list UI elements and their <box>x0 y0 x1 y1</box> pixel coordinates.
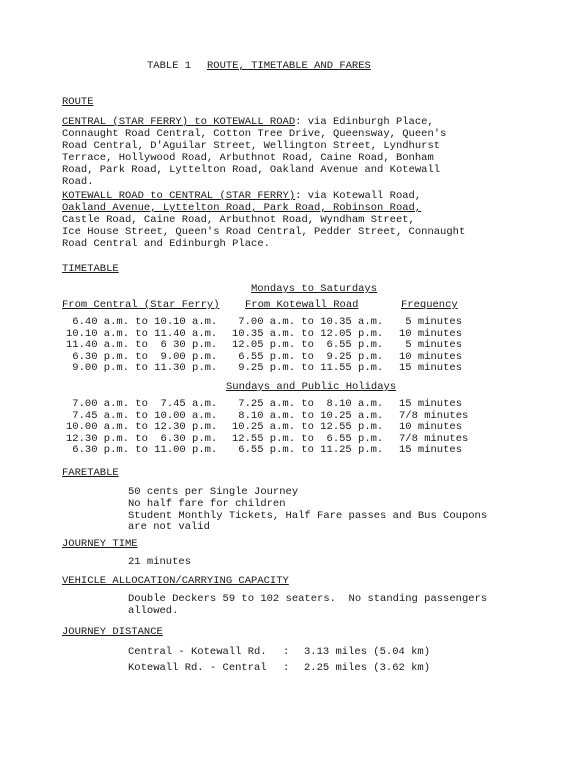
distance-value-2: 2.25 miles (3.62 km) <box>304 662 431 674</box>
distance-value-1: 3.13 miles (5.04 km) <box>304 646 431 658</box>
holiday-label: Sundays and Public Holidays <box>226 381 397 393</box>
weekday-label: Mondays to Saturdays <box>251 283 378 295</box>
document-title: ROUTE, TIMETABLE AND FARES <box>207 60 371 72</box>
distance-route-2: Kotewall Rd. - Central <box>128 662 267 674</box>
header-from-central: From Central (Star Ferry) <box>62 299 220 311</box>
route-outbound: CENTRAL (STAR FERRY) to KOTEWALL ROAD: via Edinburgh Place, Connaught Road Central, Cotton Tree Drive, Queensway, Queen's Road Central, D'Aguilar Street, Wellington Street, Lyndhurst Terrace, Hollywood Road, Arbuthnot Road, Caine Road, Bonham Road, Park Road, Lyttelton Road, Oakland Avenue and Kotewall Road. <box>62 116 447 188</box>
header-from-kotewall: From Kotewall Road <box>245 299 359 311</box>
holiday-col-frequency: 15 minutes 7/8 minutes 10 minutes 7/8 minutes 15 minutes <box>399 398 469 457</box>
holiday-col-central: 7.00 a.m. to 7.45 a.m. 7.45 a.m. to 10.00 a.m. 10.00 a.m. to 12.30 p.m. 12.30 p.m. to 6.30 p.m. 6.30 p.m. to 11.00 p.m. <box>66 398 218 457</box>
weekday-col-central: 6.40 a.m. to 10.10 a.m. 10.10 a.m. to 11.40 a.m. 11.40 a.m. to 6 30 p.m. 6.30 p.m. to 9.00 p.m. 9.00 p.m. to 11.30 p.m. <box>66 316 218 375</box>
faretable-heading: FARETABLE <box>62 467 119 479</box>
distance-route-1: Central - Kotewall Rd. <box>128 646 267 658</box>
weekday-col-frequency: 5 minutes 10 minutes 5 minutes 10 minutes 15 minutes <box>399 316 463 375</box>
vehicle-heading: VEHICLE ALLOCATION/CARRYING CAPACITY <box>62 575 289 587</box>
route-inbound: KOTEWALL ROAD to CENTRAL (STAR FERRY): via Kotewall Road, Oakland Avenue, Lyttelton Road, Park Road, Robinson Road, Castle Road, Caine Road, Arbuthnot Road, Wyndham Street, Ice House Street, Queen's Road Central, Pedder Street, Connaught Road Central and Edinburgh Place. <box>62 190 466 250</box>
distance-sep-1: : <box>283 646 290 658</box>
vehicle-text: Double Deckers 59 to 102 seaters. No standing passengers allowed. <box>128 593 488 617</box>
journey-time-value: 21 minutes <box>128 556 192 568</box>
distance-heading: JOURNEY DISTANCE <box>62 626 163 638</box>
holiday-col-kotewall: 7.25 a.m. to 8.10 a.m. 8.10 a.m. to 10.25 a.m. 10.25 a.m. to 12.55 p.m. 12.55 p.m. to 6.55 p.m. 6.55 p.m. to 11.25 p.m. <box>232 398 384 457</box>
route-heading: ROUTE <box>62 96 94 108</box>
timetable-heading: TIMETABLE <box>62 263 119 275</box>
header-frequency: Frequency <box>401 299 458 311</box>
distance-sep-2: : <box>283 662 290 674</box>
route-outbound-name: CENTRAL (STAR FERRY) to KOTEWALL ROAD <box>62 116 296 128</box>
table-number: TABLE 1 <box>147 60 192 72</box>
faretable-list: 50 cents per Single Journey No half fare for children Student Monthly Tickets, Half Fare passes and Bus Coupons are not valid <box>128 486 488 534</box>
weekday-col-kotewall: 7.00 a.m. to 10.35 a.m. 10.35 a.m. to 12.05 p.m. 12.05 p.m. to 6.55 p.m. 6.55 p.m. to 9.25 p.m. 9.25 p.m. to 11.55 p.m. <box>232 316 384 375</box>
journey-time-heading: JOURNEY TIME <box>62 538 138 550</box>
route-inbound-name: KOTEWALL ROAD to CENTRAL (STAR FERRY) <box>62 190 296 202</box>
